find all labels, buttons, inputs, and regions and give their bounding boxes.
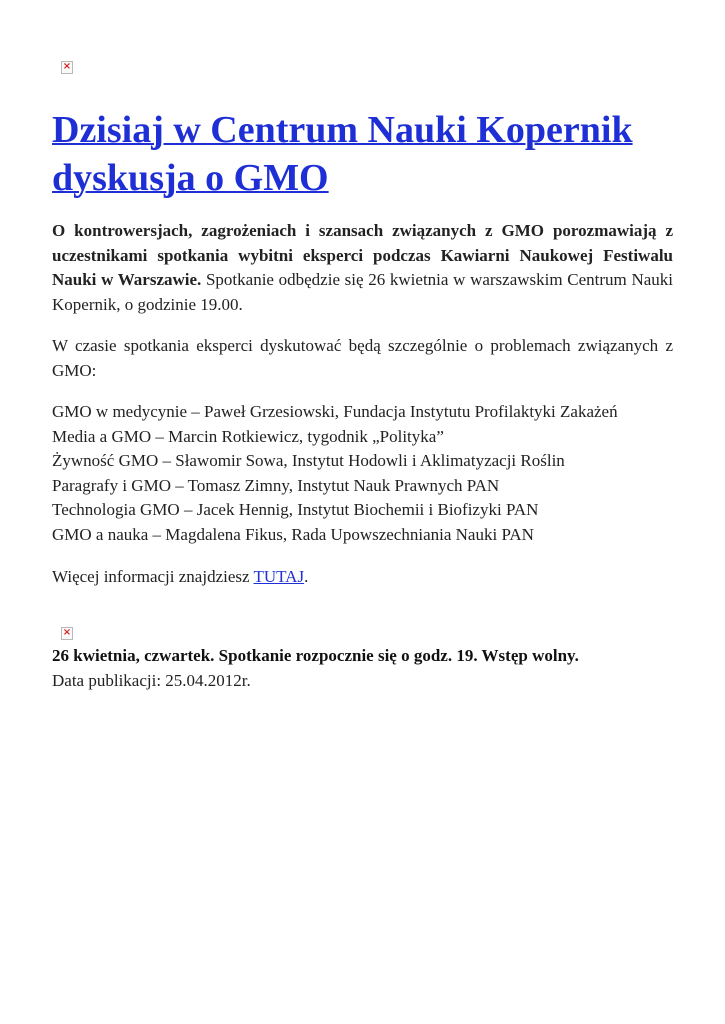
- page-title: [52, 106, 673, 202]
- intro-lead: O kontrowersjach, zagrożeniach i szansach związanych z GMO porozmawiają z uczestnikami spotkania wybitni eksperci podczas Kawiarni Naukowej Festiwalu Nauki w Warszawie.: [52, 221, 673, 289]
- topic-item: Paragrafy i GMO – Tomasz Zimny, Instytut Nauk Prawnych PAN: [52, 475, 500, 495]
- broken-image-icon: ×: [62, 627, 72, 638]
- topics-list: [52, 400, 673, 547]
- topic-item: Media a GMO – Marcin Rotkiewicz, tygodnik „Polityka”: [52, 426, 444, 446]
- topic-item: GMO a nauka – Magdalena Fikus, Rada Upowszechniania Nauki PAN: [52, 524, 534, 544]
- event-footer: [52, 644, 673, 693]
- topic-item: Technologia GMO – Jacek Hennig, Instytut Biochemii i Biofizyki PAN: [52, 500, 539, 519]
- more-info-text: Więcej informacji znajdziesz: [52, 567, 254, 586]
- broken-image-icon: ×: [62, 61, 72, 72]
- title-link[interactable]: Dzisiaj w Centrum Nauki Kopernik dyskusja o GMO: [52, 109, 633, 199]
- intro-paragraph: [52, 219, 673, 317]
- publication-date: Data publikacji: 25.04.2012r.: [52, 670, 251, 690]
- more-info: [52, 565, 673, 590]
- intro-rest: Spotkanie odbędzie się 26 kwietnia w warszawskim Centrum Nauki Kopernik, o godzinie 19.00.: [52, 270, 673, 314]
- topic-item: Żywność GMO – Sławomir Sowa, Instytut Hodowli i Aklimatyzacji Roślin: [52, 451, 565, 470]
- topics-intro-paragraph: W czasie spotkania eksperci dyskutować będą szczególnie o problemach związanych z GMO:: [52, 336, 673, 380]
- event-note: 26 kwietnia, czwartek. Spotkanie rozpocznie się o godz. 19. Wstęp wolny.: [52, 646, 579, 665]
- more-info-suffix: .: [304, 567, 309, 586]
- topic-item: GMO w medycynie – Paweł Grzesiowski, Fundacja Instytutu Profilaktyki Zakażeń: [52, 402, 618, 421]
- more-info-link[interactable]: TUTAJ: [253, 567, 305, 586]
